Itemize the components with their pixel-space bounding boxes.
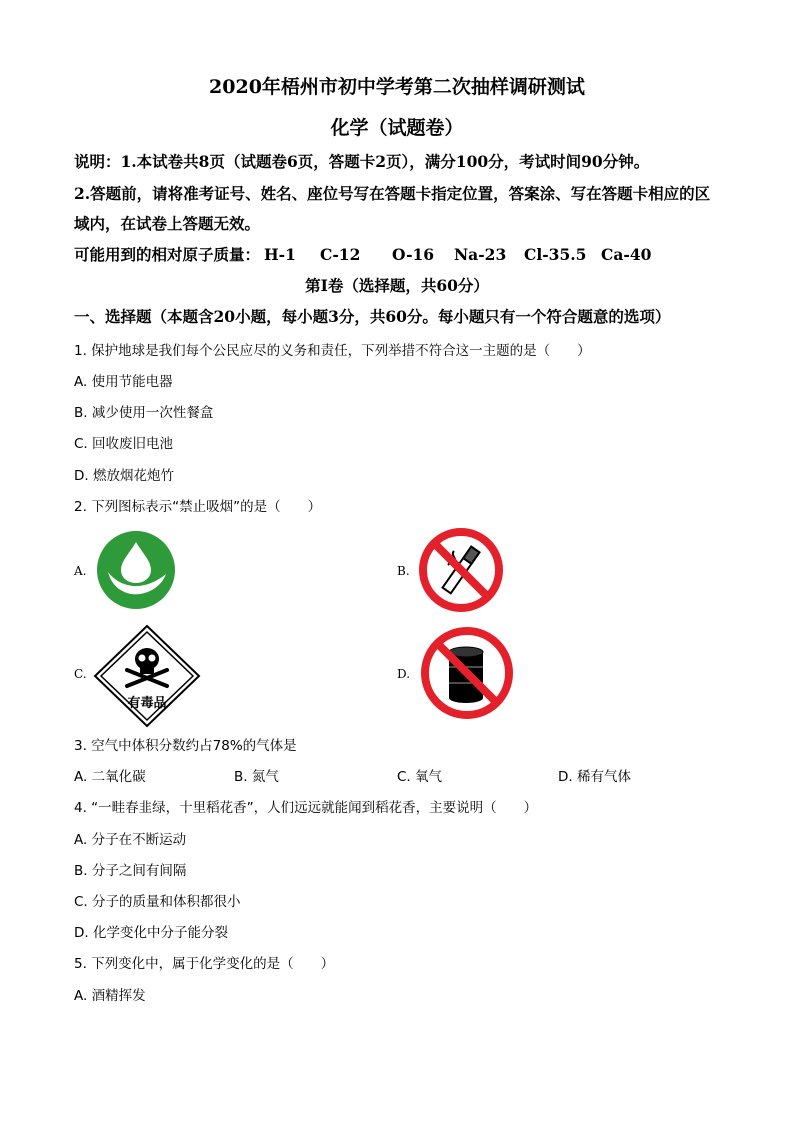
atomic-mass-label: 可能用到的相对原子质量： xyxy=(74,245,261,264)
atomic-mass-item: Na-23 xyxy=(454,245,507,264)
question-4-option-a: A. 分子在不断运动 xyxy=(74,832,187,848)
question-2-label-a: A. xyxy=(74,564,87,578)
no-oil-drum-icon xyxy=(420,626,514,720)
question-3-option-b: B. 氮气 xyxy=(234,769,279,785)
exam-subtitle: 化学（试题卷） xyxy=(330,117,464,139)
no-smoking-icon xyxy=(418,527,504,613)
question-4-stem: 4. “一畦春韭绿，十里稻花香”，人们远远就能闻到稻花香，主要说明（ ） xyxy=(74,800,538,816)
atomic-mass-line xyxy=(74,243,651,265)
instruction-line-3: 域内，在试卷上答题无效。 xyxy=(74,214,261,233)
atomic-mass-item: Ca-40 xyxy=(601,245,652,264)
question-1-option-b: B. 减少使用一次性餐盒 xyxy=(74,405,214,421)
question-1-stem: 1. 保护地球是我们每个公民应尽的义务和责任，下列举措不符合这一主题的是（ ） xyxy=(74,343,591,359)
part-title: 一、选择题（本题含20小题，每小题3分，共60分。每小题只有一个符合题意的选项） xyxy=(74,307,671,326)
question-1-option-d: D. 燃放烟花炮竹 xyxy=(74,468,174,484)
question-5-stem: 5. 下列变化中，属于化学变化的是（ ） xyxy=(74,956,335,972)
question-1-option-a: A. 使用节能电器 xyxy=(74,374,173,390)
section-title: 第Ⅰ卷（选择题，共60分） xyxy=(305,276,489,295)
question-2-label-d: D. xyxy=(397,667,411,681)
question-2-stem: 2. 下列图标表示“禁止吸烟”的是（ ） xyxy=(74,499,322,515)
question-2-label-b: B. xyxy=(397,564,410,578)
question-3-option-c: C. 氧气 xyxy=(397,769,443,785)
atomic-mass-item: O-16 xyxy=(392,245,435,264)
instruction-line-1: 说明：1.本试卷共8页（试题卷6页，答题卡2页），满分100分，考试时间90分钟。 xyxy=(74,152,650,171)
exam-title: 2020年梧州市初中学考第二次抽样调研测试 xyxy=(209,76,585,98)
instruction-line-2: 2.答题前，请将准考证号、姓名、座位号写在答题卡指定位置，答案涂、写在答题卡相应的区 xyxy=(74,184,711,203)
question-3-option-d: D. 稀有气体 xyxy=(558,769,631,785)
question-4-option-b: B. 分子之间有间隔 xyxy=(74,863,187,879)
atomic-mass-item: C-12 xyxy=(320,245,361,264)
question-4-option-d: D. 化学变化中分子能分裂 xyxy=(74,925,228,941)
question-3-option-a: A. 二氧化碳 xyxy=(74,769,146,785)
atomic-mass-item: Cl-35.5 xyxy=(524,245,587,264)
question-2-label-c: C. xyxy=(74,667,87,681)
poison-label: 有毒品 xyxy=(127,696,167,711)
question-3-stem: 3. 空气中体积分数约占78%的气体是 xyxy=(74,738,297,754)
question-1-option-c: C. 回收废旧电池 xyxy=(74,436,174,452)
question-4-option-c: C. 分子的质量和体积都很小 xyxy=(74,894,241,910)
poison-warning-icon xyxy=(93,624,201,728)
water-saving-icon xyxy=(96,530,176,610)
atomic-mass-item: H-1 xyxy=(264,245,296,264)
question-5-option-a: A. 酒精挥发 xyxy=(74,988,146,1004)
